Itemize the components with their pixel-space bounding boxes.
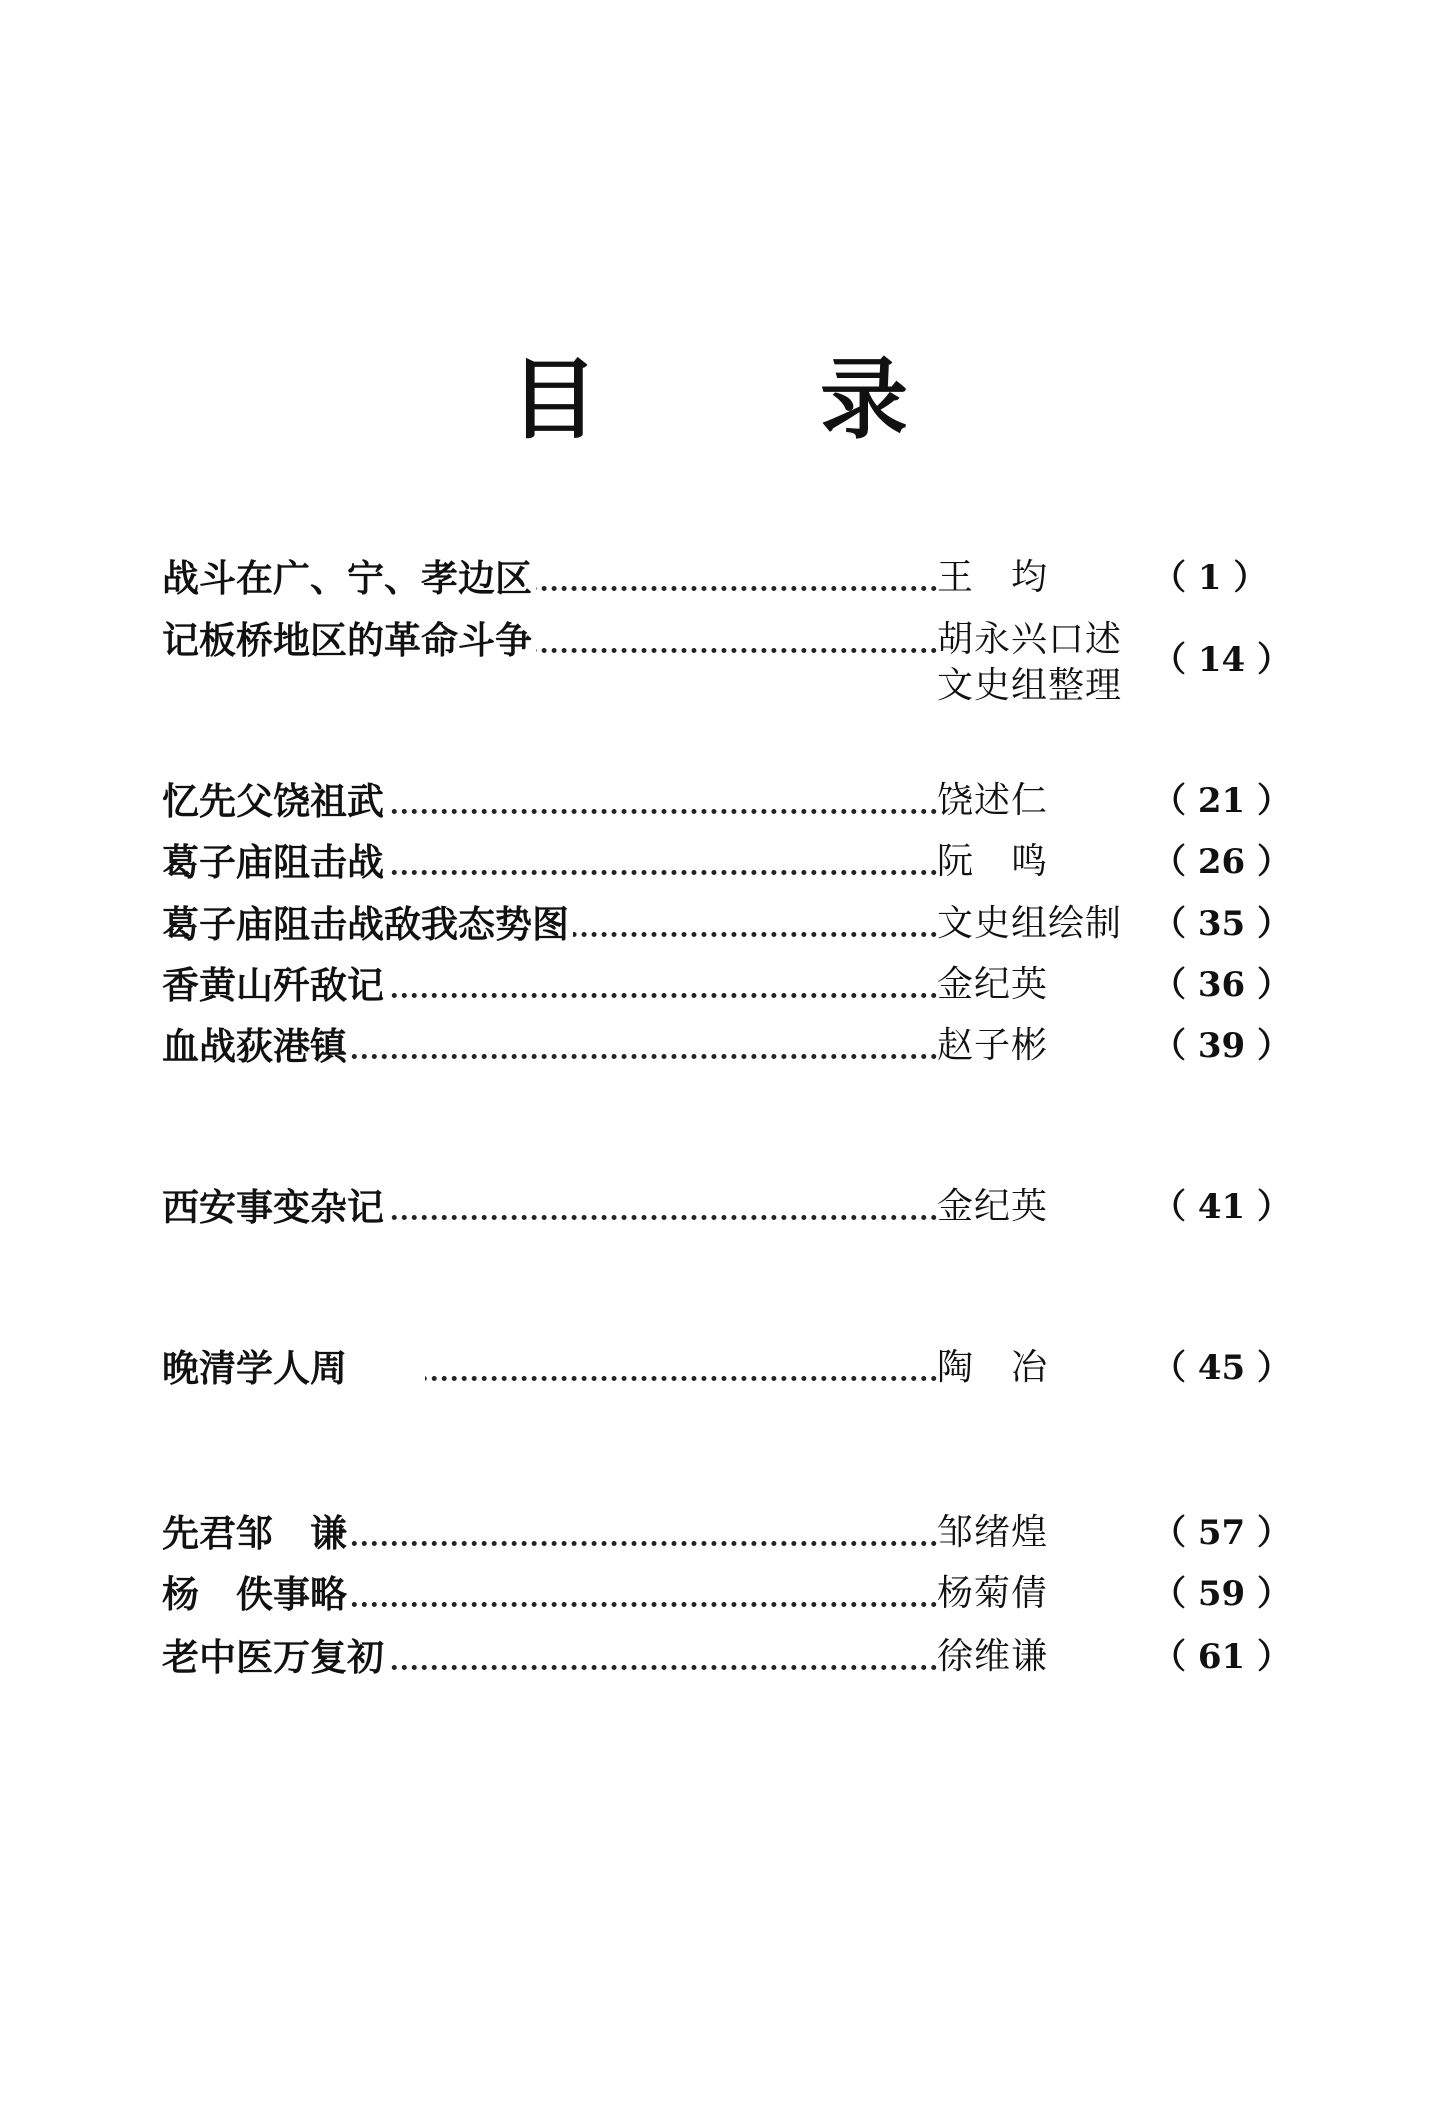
entry-page: （ 39 ） [1152,1026,1291,1066]
title-char-mu: 目 [510,348,599,451]
entry-author: 金纪英 [937,1177,1048,1237]
entry-page: （ 1 ） [1152,558,1268,598]
entry-author: 赵子彬 [937,1016,1048,1076]
entry-author: 邹绪煌 [937,1503,1048,1563]
entry-page: （ 36 ） [1152,965,1291,1005]
entry-page: （ 21 ） [1152,781,1291,821]
entry-title: 老中医万复初 [162,1627,388,1687]
entry-page: （ 14 ） [1152,640,1291,680]
entry-author: 徐维谦 [937,1627,1048,1687]
entry-title: 香黄山歼敌记 [162,955,388,1015]
entry-author-line: 胡永兴口述 [937,619,1123,660]
entry-page: （ 57 ） [1152,1513,1291,1553]
entry-author: 阮 鸣 [937,832,1048,892]
entry-title: 西安事变杂记 [162,1177,388,1237]
entry-author: 王 均 [937,548,1048,608]
toc-entry [162,1338,1291,1398]
entry-author: 饶述仁 [937,771,1048,831]
entry-author: 杨菊倩 [937,1564,1048,1624]
entry-title: 晚清学人周 [162,1338,425,1398]
toc-entry [162,955,1291,1015]
toc-entry [162,1627,1291,1687]
entry-title: 葛子庙阻击战 [162,832,388,892]
entry-author: 文史组绘制 [937,894,1122,954]
toc-entry [162,610,1291,710]
entry-page: （ 26 ） [1152,842,1291,882]
entry-page: （ 45 ） [1152,1348,1291,1388]
title-char-lu: 录 [820,348,909,451]
entry-page: （ 61 ） [1152,1637,1291,1677]
toc-entry [162,894,1291,954]
entry-author: 陶 冶 [937,1338,1048,1398]
entry-author [937,617,1122,709]
page-title [0,340,1440,460]
entry-page: （ 41 ） [1152,1187,1291,1227]
toc-entry [162,1177,1291,1237]
entry-author: 金纪英 [937,955,1048,1015]
entry-title: 血战荻港镇 [162,1016,351,1076]
entry-title: 葛子庙阻击战敌我态势图 [162,894,573,954]
entry-title: 记板桥地区的革命斗争 [162,610,536,670]
toc-entry [162,771,1291,831]
entry-page: （ 35 ） [1152,904,1291,944]
entry-page: （ 59 ） [1152,1574,1291,1614]
toc-entry [162,832,1291,892]
entry-title: 杨 佚事略 [162,1564,351,1624]
entry-author-line: 文史组整理 [937,665,1123,706]
toc-entry [162,1503,1291,1563]
entry-title: 忆先父饶祖武 [162,771,388,831]
toc-entry [162,548,1272,608]
entry-title: 先君邹 谦 [162,1503,351,1563]
toc-entry [162,1016,1291,1076]
toc-entry [162,1564,1291,1624]
entry-title: 战斗在广、宁、孝边区 [162,548,536,608]
